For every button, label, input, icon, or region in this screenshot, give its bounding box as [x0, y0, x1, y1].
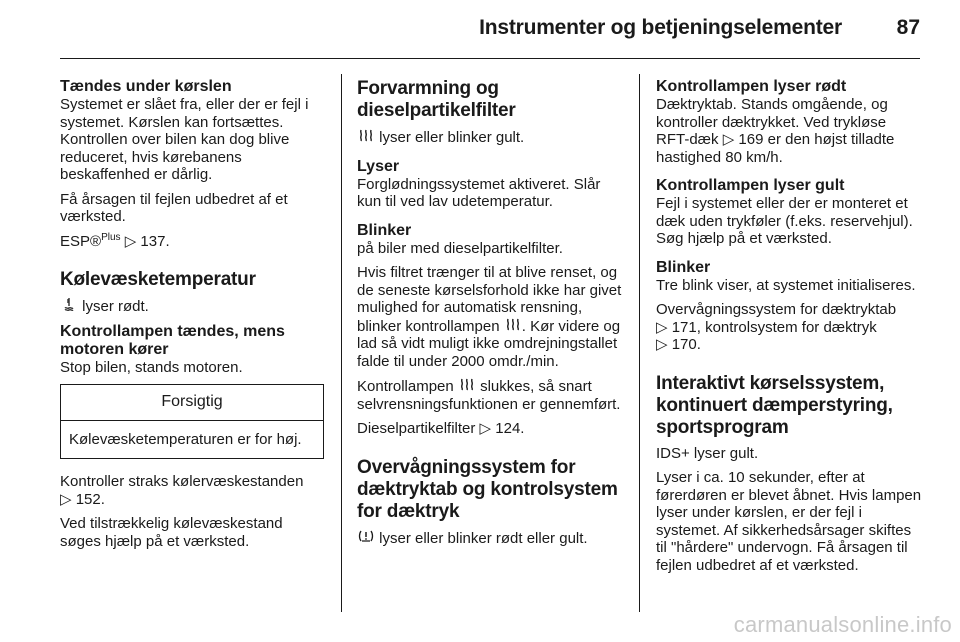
section-heading: Overvågningssystem for dæktryktab og kontrolsystem for dæktryk — [357, 456, 618, 522]
subheading: Tændes under kørslen — [60, 78, 232, 95]
reference-arrow-icon: ▷ — [656, 318, 668, 336]
reference-arrow-icon: ▷ — [656, 336, 668, 353]
subheading: Kontrollampen lyser gult — [656, 177, 845, 194]
subheading: Kontrollampen tændes, mens motoren kører — [60, 322, 285, 358]
caution-box — [60, 384, 324, 459]
paragraph: Få årsagen til fejlen udbedret af et værksted. — [60, 190, 288, 225]
coolant-line: lyser rødt. — [60, 297, 326, 316]
tire-pressure-icon — [357, 529, 375, 548]
column-divider-1 — [341, 74, 342, 612]
watermark: carmanualsonline.info — [733, 612, 952, 637]
paragraph: Dieselpartikelfilter ▷ 124. — [357, 420, 525, 437]
tire-line: lyser eller blinker rødt eller gult. — [357, 529, 625, 548]
glow-line: lyser eller blinker gult. — [357, 128, 625, 147]
subheading: Lyser — [357, 157, 400, 175]
paragraph: Hvis filtret trænger til at blive renset, og de seneste kørselsforhold ikke har givet mulighed for automatisk rensning, blinker kontrollampen . Kør videre og lad så vidt muligt ikke omdrejningstallet falde til under 2000 omdr./min. — [357, 264, 622, 370]
column-2 — [357, 78, 625, 554]
paragraph: IDS+ lyser gult. — [656, 444, 759, 462]
paragraph: Ved tilstrækkelig kølevæskestand søges hjælp på et værksted. — [60, 515, 283, 550]
subheading: Kontrollampen lyser rødt — [656, 78, 847, 95]
subheading: Blinker — [656, 258, 711, 276]
paragraph: Kontroller straks kølervæskestanden ▷ 152. — [60, 473, 304, 508]
column-1 — [60, 78, 326, 557]
header-title: Instrumenter og betjeningselementer — [479, 16, 842, 39]
column-divider-2 — [639, 74, 640, 612]
paragraph: på biler med dieselpartikelfilter. — [357, 239, 563, 257]
paragraph: Systemet er slået fra, eller der er fejl i systemet. Kørslen kan fortsættes. Kontrollen over bilen kan dog blive reduceret, hvis kørebanens beskaffenhed er dårlig. — [60, 96, 309, 183]
section-heading: Kølevæsketemperatur — [60, 269, 256, 290]
paragraph: Tre blink viser, at systemet initialiseres. — [656, 276, 916, 294]
paragraph: Kontrollampen slukkes, så snart selvrensningsfunktionen er gennemført. — [357, 378, 621, 413]
paragraph: Stop bilen, stands motoren. — [60, 358, 243, 376]
caution-title: Forsigtig — [61, 385, 323, 421]
section-heading: Interaktivt kørselssystem, kontinuert dæmperstyring, sportsprogram — [656, 372, 893, 438]
esp-reference: ESP®$^{Plus}$ ▷ 137. — [60, 231, 170, 250]
coolant-temperature-icon — [60, 297, 78, 316]
paragraph: Overvågningssystem for dæktryktab ▷ 171, kontrolsystem for dæktryk ▷ 170. — [656, 301, 897, 353]
glow-plug-icon — [504, 317, 522, 336]
paragraph: Dæktryktab. Stands omgående, og kontroller dæktrykket. Ved trykløse RFT-dæk ▷ 169 er den højst tilladte hastighed 80 km/h. — [656, 96, 895, 166]
subheading: Blinker — [357, 221, 412, 239]
glow-plug-icon — [458, 377, 476, 396]
section-heading: Forvarmning og dieselpartikelfilter — [357, 78, 516, 121]
column-3 — [656, 78, 922, 581]
paragraph: Lyser i ca. 10 sekunder, efter at førerdøren er blevet åbnet. Hvis lampen lyser under kørslen, er der fejl i systemet. Af sikkerhedsårsager skiftes til "hårdere" undervogn. Få årsagen til fejlen udbedret af et værksted. — [656, 469, 922, 574]
reference-arrow-icon: ▷ — [60, 490, 72, 508]
glow-plug-icon — [357, 128, 375, 147]
header-rule — [60, 58, 920, 59]
reference-arrow-icon: ▷ — [124, 232, 137, 250]
paragraph: Fejl i systemet eller der er monteret et dæk uden trykføler (f.eks. reservehjul). Søg hjælp på et værksted. — [656, 195, 913, 247]
page-number: 87 — [896, 16, 920, 39]
caution-body: Kølevæsketemperaturen er for høj. — [69, 430, 302, 448]
reference-arrow-icon: ▷ — [479, 420, 492, 437]
page-header — [0, 0, 960, 58]
paragraph: Forglødningssystemet aktiveret. Slår kun til ved lav udetemperatur. — [357, 175, 601, 210]
reference-arrow-icon: ▷ — [722, 131, 735, 148]
